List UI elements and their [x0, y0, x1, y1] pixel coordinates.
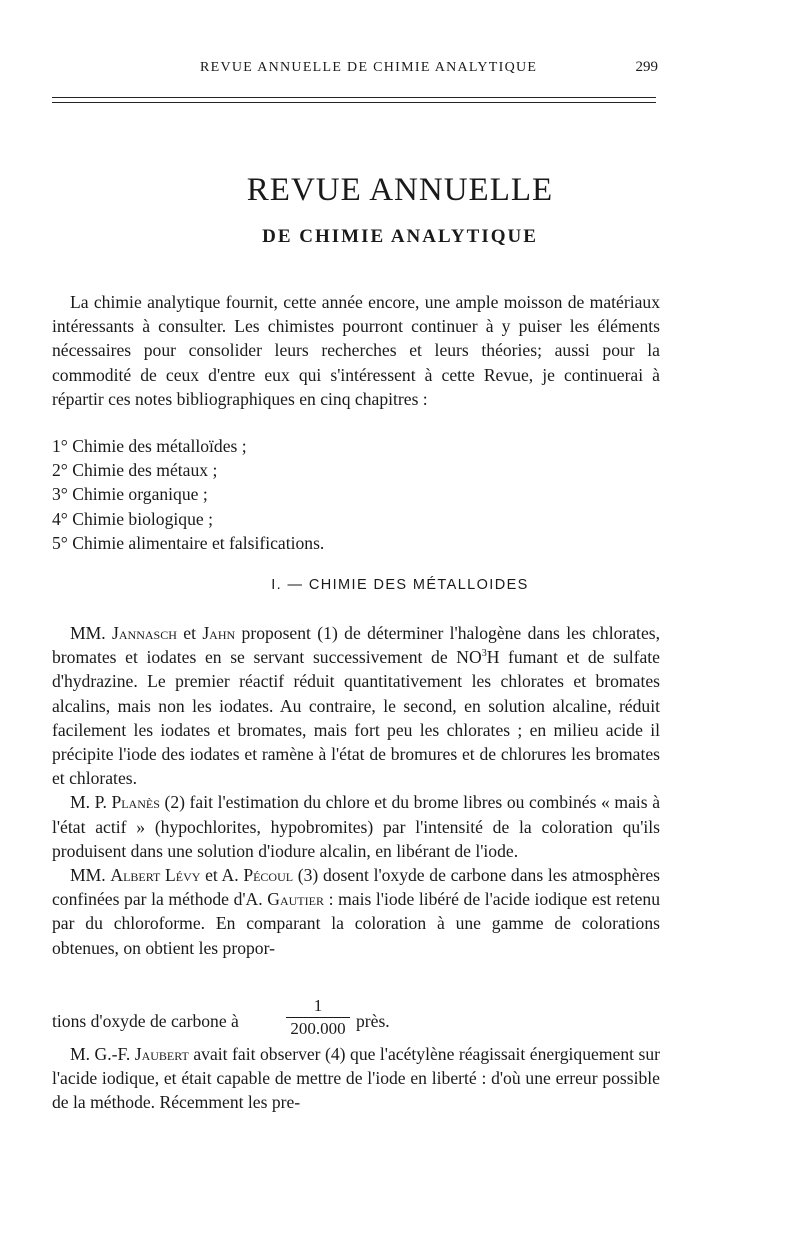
- fraction-denominator: 200.000: [290, 1019, 346, 1038]
- superscript: 3: [481, 648, 487, 660]
- paragraph-planes: [52, 790, 660, 863]
- chapter-item: 4° Chimie biologique ;: [52, 508, 213, 529]
- chapter-item: 5° Chimie alimentaire et falsifications.: [52, 532, 325, 553]
- section-heading: I. — CHIMIE DES MÉTALLOIDES: [271, 577, 529, 593]
- author-name: Jannasch: [112, 623, 177, 643]
- chapter-list: [52, 434, 612, 555]
- paragraph-levy-pecoul: [52, 863, 660, 960]
- chapter-item: 2° Chimie des métaux ;: [52, 460, 218, 481]
- text: : mais l'iode libéré de l'acide iodique est retenu par du chloroforme. En comparant la coloration à une gamme de colorations obtenues, on obtient les propor-: [52, 889, 660, 958]
- text: proposent (1) de déterminer l'halogène dans les chlorates, bromates et iodates en se servant successivement de NO: [52, 623, 660, 668]
- fraction-bar: [286, 1017, 350, 1018]
- fraction-numerator: 1: [313, 996, 323, 1015]
- text: et: [176, 623, 203, 643]
- intro-paragraph: [52, 290, 660, 411]
- author-name: Jaubert: [134, 1044, 189, 1064]
- text: M. P.: [70, 792, 112, 813]
- paragraph-jaubert: [52, 1042, 660, 1115]
- main-title: REVUE ANNUELLE: [246, 172, 554, 208]
- text: MM.: [70, 623, 113, 643]
- running-title: REVUE ANNUELLE DE CHIMIE ANALYTIQUE: [200, 60, 538, 75]
- fraction-line: [52, 996, 660, 1040]
- section-body-continued: [52, 1042, 660, 1115]
- page-number: 299: [635, 59, 658, 75]
- text: et A.: [200, 865, 244, 886]
- author-name: Pécoul: [243, 865, 294, 886]
- sub-title: DE CHIMIE ANALYTIQUE: [262, 226, 538, 247]
- text: MM.: [70, 865, 111, 886]
- text: (3) dosent l'oxyde de carbone dans les atmosphères confinées par la méthode d'A.: [52, 865, 661, 910]
- text: M. G.-F.: [70, 1044, 135, 1064]
- intro-text: La chimie analytique fournit, cette année encore, une ample moisson de matériaux intéressants à consulter. Les chimistes pourront continuer à y puiser les éléments nécessaires pour consolider leurs recherches et leurs théories; aussi pour la commodité de ceux d'entre eux qui s'intéressent à cette Revue, je continuerai à répartir ces notes bibliographiques en cinq chapitres :: [52, 292, 660, 409]
- chapter-item: 3° Chimie organique ;: [52, 484, 208, 505]
- author-name: Albert Lévy: [110, 865, 201, 886]
- header-rule-top: [52, 97, 656, 98]
- text: avait fait observer (4) que l'acétylène réagissait énergiquement sur l'acide iodique, et était capable de mettre de l'iode en liberté : d'où une erreur possible de la méthode. Récemment les pre-: [52, 1044, 660, 1113]
- paragraph-jannasch: [52, 621, 660, 790]
- fraction: [286, 996, 350, 1039]
- author-name: Planès: [111, 792, 160, 813]
- text: H fumant et de sulfate d'hydrazine. Le premier réactif réduit quantitativement les chlorates et bromates alcalins, mais non les iodates. Au contraire, le second, en solution alcaline, réduit facilement les iodates et bromates, mais fort peu les chlorates ; en milieu acide il précipite l'iode des iodates et ramène à l'état de bromures et de chlorures les bromates et chlorates.: [52, 647, 660, 789]
- header-rule-bottom: [52, 102, 656, 103]
- text: (2) fait l'estimation du chlore et du brome libres ou combinés « mais à l'état actif » (hypochlorites, hypobromites) par l'intensité de la coloration qu'ils produisent dans une solution d'iodure alcalin, en libérant de l'iode.: [52, 792, 661, 861]
- text: tions d'oxyde de carbone à: [52, 1011, 239, 1031]
- chapter-item: 1° Chimie des métalloïdes ;: [52, 436, 247, 456]
- author-name: Gautier: [267, 889, 324, 910]
- text: près.: [356, 1011, 390, 1031]
- running-head: [52, 56, 662, 80]
- section-body: [52, 621, 660, 960]
- author-name: Jahn: [202, 623, 236, 643]
